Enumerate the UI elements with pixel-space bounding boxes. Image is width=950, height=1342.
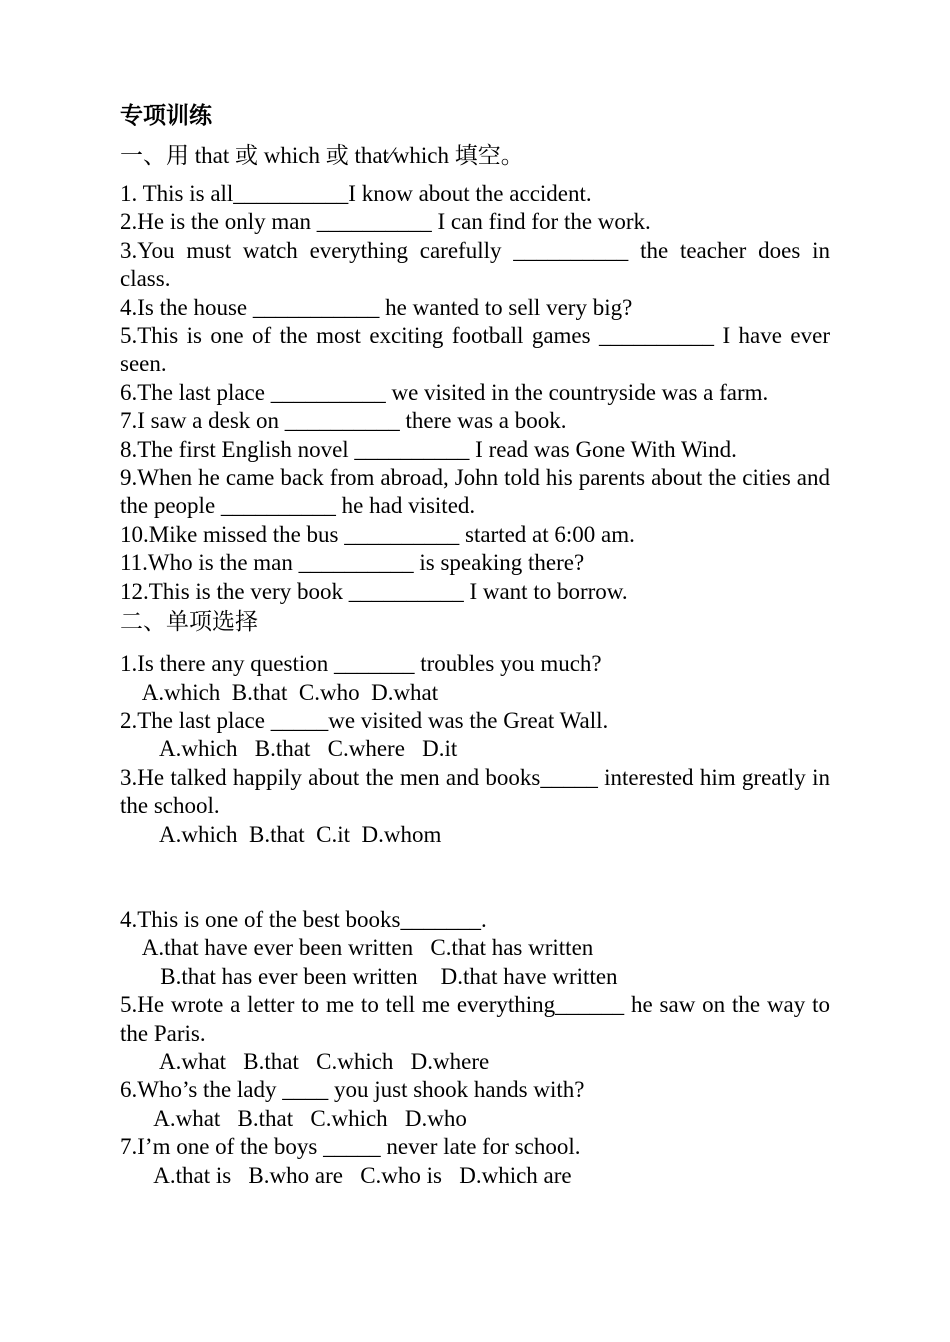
- fill-in-question-11: 11.Who is the man __________ is speaking there?: [120, 550, 585, 576]
- mc-question-1-options: A.which B.that C.who D.what: [120, 679, 439, 705]
- mc-question-7-stem: 7.I’m one of the boys _____ never late for school.: [120, 1134, 581, 1160]
- section-2-heading: 二、单项选择: [120, 609, 258, 635]
- mc-question-5-stem: 5.He wrote a letter to me to tell me everything______ he saw on the way to the Paris.: [120, 992, 830, 1046]
- fill-in-question-6: 6.The last place __________ we visited in the countryside was a farm.: [120, 379, 769, 405]
- mc-question-2: [120, 707, 830, 764]
- blank-gap: [120, 849, 830, 906]
- fill-in-question-9: 9.When he came back from abroad, John told his parents about the cities and the people __________ he had visited.: [120, 465, 830, 519]
- mc-question-6-options: A.what B.that C.which D.who: [120, 1105, 467, 1131]
- mc-question-3-options: A.which B.that C.it D.whom: [120, 821, 442, 847]
- mc-question-4-stem: 4.This is one of the best books_______.: [120, 906, 487, 932]
- page-title: 专项训练: [120, 103, 212, 128]
- multiple-choice-list: [120, 650, 830, 1190]
- fill-in-question-list: [120, 180, 830, 606]
- fill-in-question-7: 7.I saw a desk on __________ there was a book.: [120, 408, 567, 434]
- fill-in-question-5: 5.This is one of the most exciting football games __________ I have ever seen.: [120, 323, 830, 377]
- fill-in-question-12: 12.This is the very book __________ I want to borrow.: [120, 578, 628, 604]
- mc-question-6: [120, 1076, 830, 1133]
- mc-question-4-options-row-1: A.that have ever been written C.that has written: [120, 935, 594, 961]
- fill-in-question-10: 10.Mike missed the bus __________ started at 6:00 am.: [120, 521, 635, 547]
- section-1-heading: 一、用 that 或 which 或 that⁄which 填空。: [120, 143, 524, 168]
- mc-question-3-stem: 3.He talked happily about the men and books_____ interested him greatly in the school.: [120, 764, 830, 819]
- mc-question-2-options: A.which B.that C.where D.it: [120, 736, 458, 762]
- fill-in-question-8: 8.The first English novel __________ I read was Gone With Wind.: [120, 436, 737, 462]
- mc-question-5-options: A.what B.that C.which D.where: [120, 1048, 490, 1074]
- mc-question-6-stem: 6.Who’s the lady ____ you just shook hands with?: [120, 1077, 585, 1103]
- mc-question-4-options-row-2: B.that has ever been written D.that have written: [120, 963, 618, 989]
- mc-question-3: [120, 764, 830, 849]
- fill-in-question-3: 3.You must watch everything carefully __________ the teacher does in class.: [120, 237, 830, 292]
- mc-question-1: [120, 650, 830, 707]
- fill-in-question-2: 2.He is the only man __________ I can find for the work.: [120, 209, 651, 235]
- worksheet-page: [120, 100, 830, 1190]
- mc-question-1-stem: 1.Is there any question _______ troubles you much?: [120, 651, 602, 677]
- mc-question-4: [120, 906, 830, 991]
- fill-in-question-1: 1. This is all__________I know about the accident.: [120, 181, 592, 206]
- mc-question-5: [120, 991, 830, 1076]
- mc-question-2-stem: 2.The last place _____we visited was the Great Wall.: [120, 707, 609, 733]
- mc-question-7-options: A.that is B.who are C.who is D.which are: [120, 1162, 572, 1188]
- fill-in-question-4: 4.Is the house ___________ he wanted to sell very big?: [120, 294, 633, 320]
- mc-question-7: [120, 1133, 830, 1190]
